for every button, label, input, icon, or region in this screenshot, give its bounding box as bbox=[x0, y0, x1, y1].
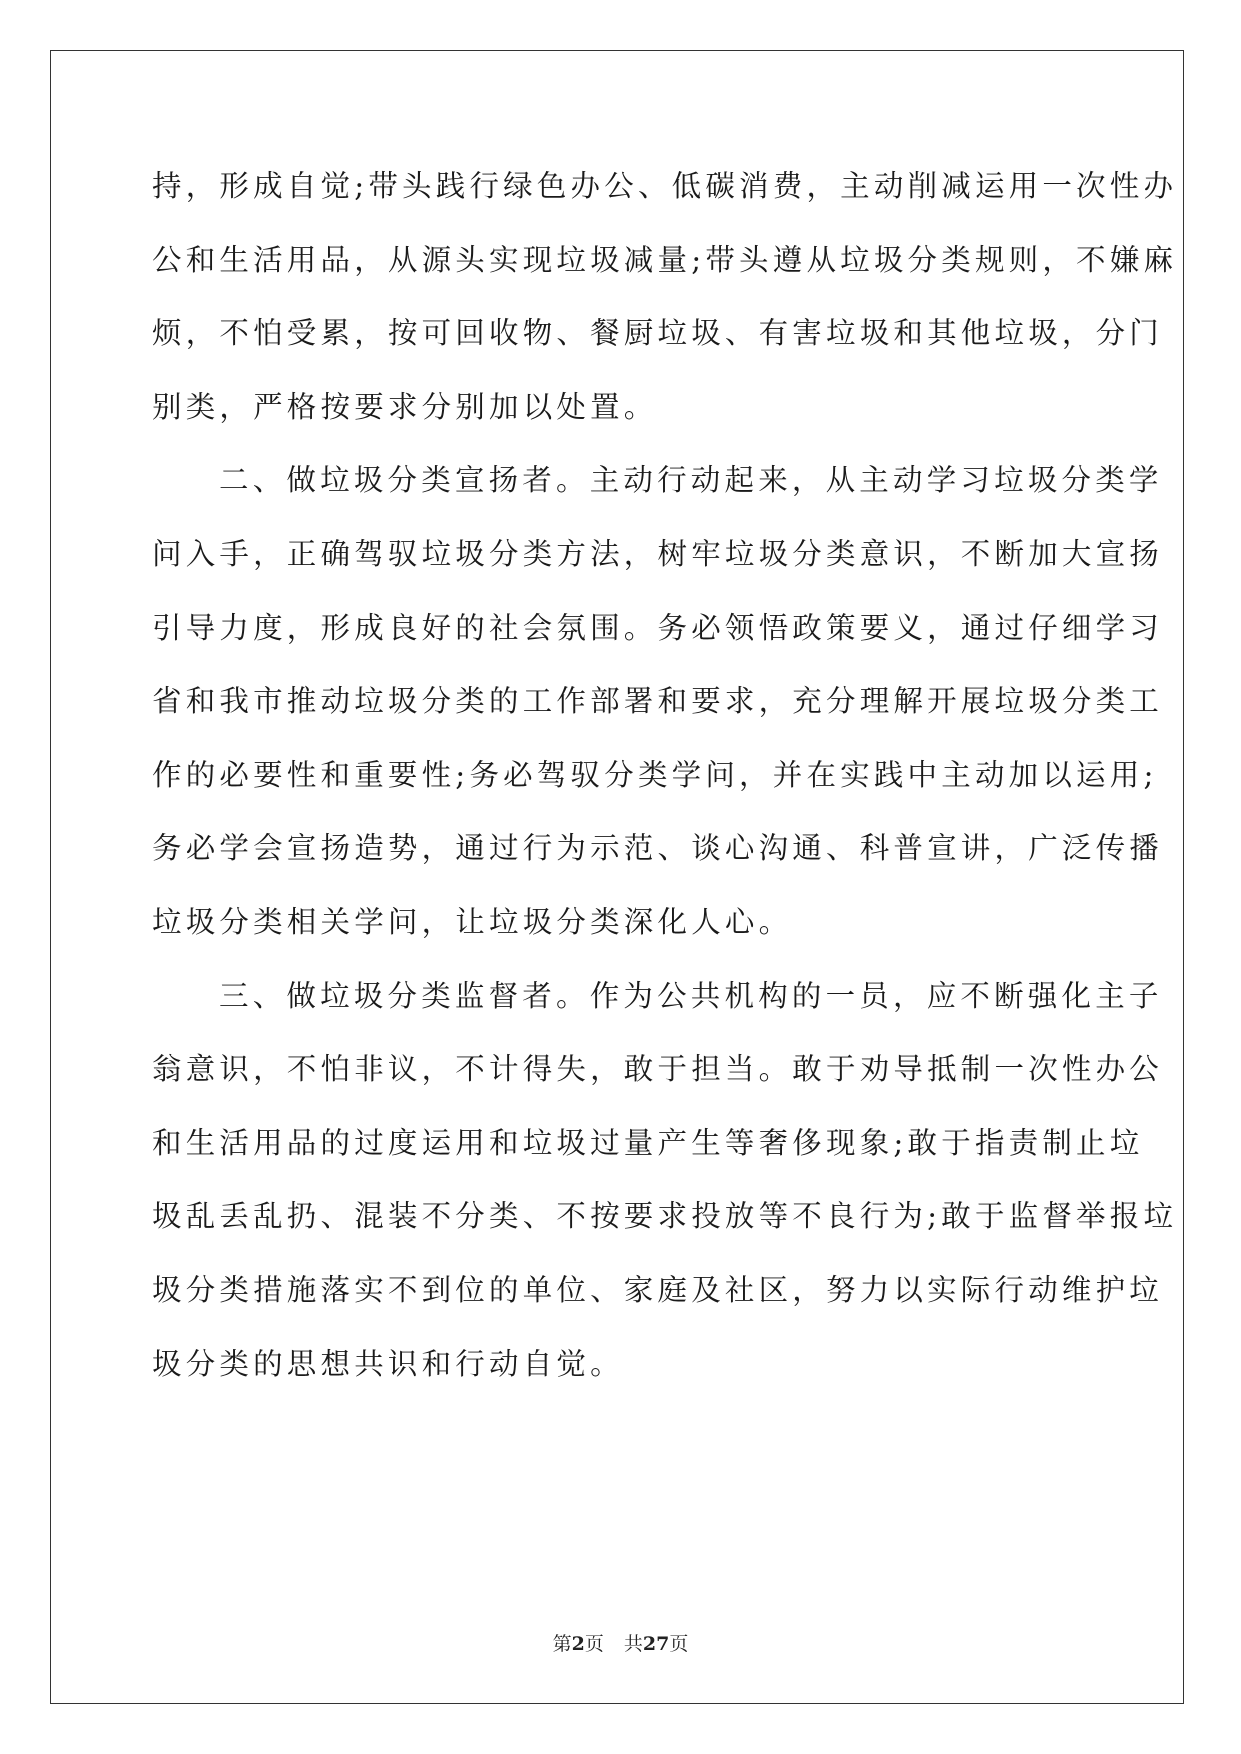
page-number-suffix: 页 bbox=[584, 1633, 604, 1655]
page-number-current: 2 bbox=[571, 1633, 585, 1655]
page-footer bbox=[0, 1632, 1241, 1656]
paragraph-line: 务必学会宣扬造势，通过行为示范、谈心沟通、科普宣讲，广泛传播 bbox=[152, 831, 1164, 866]
page-total: 27 bbox=[642, 1633, 670, 1655]
paragraph-line: 圾分类的思想共识和行动自觉。 bbox=[152, 1346, 624, 1381]
paragraph-2 bbox=[152, 444, 1164, 959]
paragraph-line: 省和我市推动垃圾分类的工作部署和要求，充分理解开展垃圾分类工 bbox=[152, 684, 1164, 719]
paragraph-line: 垃圾分类相关学问，让垃圾分类深化人心。 bbox=[152, 904, 793, 939]
paragraph-line: 翁意识，不怕非议，不计得失，敢于担当。敢于劝导抵制一次性办公 bbox=[152, 1052, 1164, 1087]
paragraph-line: 引导力度，形成良好的社会氛围。务必领悟政策要义，通过仔细学习 bbox=[152, 610, 1164, 645]
paragraph-line: 公和生活用品，从源头实现垃圾减量;带头遵从垃圾分类规则，不嫌麻 bbox=[152, 242, 1178, 277]
paragraph-line: 圾分类措施落实不到位的单位、家庭及社区，努力以实际行动维护垃 bbox=[152, 1272, 1164, 1307]
paragraph-line: 别类，严格按要求分别加以处置。 bbox=[152, 389, 658, 424]
paragraph-line: 持，形成自觉;带头践行绿色办公、低碳消费，主动削减运用一次性办 bbox=[152, 169, 1178, 203]
paragraph-line-indented: 三、做垃圾分类监督者。作为公共机构的一员，应不断强化主子 bbox=[219, 978, 1163, 1013]
page-total-suffix: 页 bbox=[669, 1633, 689, 1655]
page-total-prefix: 共 bbox=[623, 1633, 643, 1655]
page-number-prefix: 第 bbox=[552, 1633, 572, 1655]
paragraph-line: 烦，不怕受累，按可回收物、餐厨垃圾、有害垃圾和其他垃圾，分门 bbox=[152, 316, 1164, 351]
document-body bbox=[152, 150, 1178, 1401]
paragraph-line: 圾乱丢乱扔、混装不分类、不按要求投放等不良行为;敢于监督举报垃 bbox=[152, 1199, 1178, 1234]
paragraph-1 bbox=[152, 150, 1178, 444]
paragraph-line: 问入手，正确驾驭垃圾分类方法，树牢垃圾分类意识，不断加大宣扬 bbox=[152, 536, 1164, 571]
paragraph-line-indented: 二、做垃圾分类宣扬者。主动行动起来，从主动学习垃圾分类学 bbox=[219, 463, 1163, 498]
paragraph-line: 和生活用品的过度运用和垃圾过量产生等奢侈现象;敢于指责制止垃 bbox=[152, 1125, 1144, 1160]
paragraph-line: 作的必要性和重要性;务必驾驭分类学问，并在实践中主动加以运用; bbox=[152, 757, 1158, 792]
paragraph-3 bbox=[152, 960, 1178, 1402]
